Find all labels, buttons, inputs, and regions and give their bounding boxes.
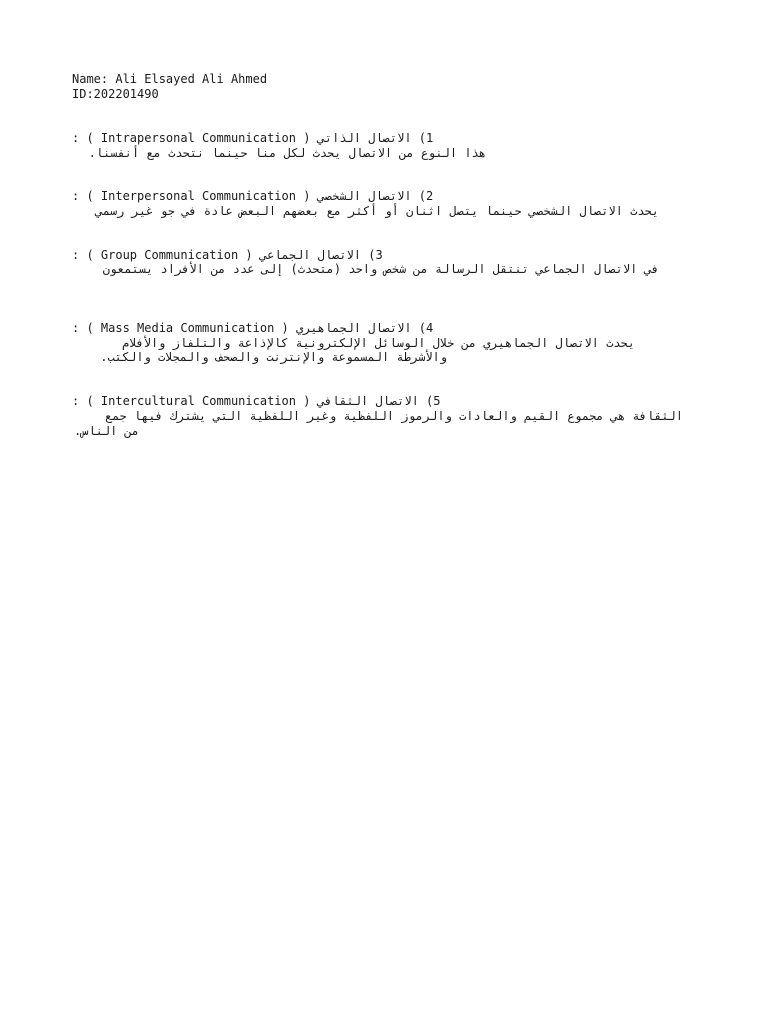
section-5-body-line-1: الثقافة هي مجموع القيم والعادات والرموز اللفظية وغير اللفظية التي يشترك فيها جمع: [105, 409, 683, 423]
section-5-heading: 5) الاتصال الثقافي ( Intercultural Communication ) :: [72, 394, 441, 408]
section-3-heading: 3) الاتصال الجماعي ( Group Communication ) :: [72, 248, 383, 262]
section-5-body-line-2: من الناس.: [73, 424, 139, 438]
section-4-body-line-1: يحدث الاتصال الجماهيري من خلال الوسائل الإلكترونية كالإذاعة والتلفاز والأفلام: [122, 336, 635, 350]
section-4-heading: 4) الاتصال الجماهيري ( Mass Media Communication ) :: [72, 321, 434, 335]
section-2-heading: 2) الاتصال الشخصي ( Interpersonal Communication ) :: [72, 189, 434, 203]
section-1-heading: 1) الاتصال الذاتي ( Intrapersonal Communication ) :: [72, 131, 434, 145]
student-id-line: ID:202201490: [72, 87, 159, 101]
section-3-body-line-1: في الاتصال الجماعي تنتقل الرسالة من شخص واحد (متحدث) إلى عدد من الأفراد يستمعون: [102, 262, 659, 276]
section-1-body-line-1: هذا النوع من الاتصال يحدث لكل منا حينما نتحدث مع أنفسنا.: [88, 146, 486, 160]
section-4-body-line-2: والأشرطة المسموعة والإنترنت والصحف والمجلات والكتب.: [100, 350, 447, 364]
student-name-line: Name: Ali Elsayed Ali Ahmed: [72, 72, 268, 86]
section-2-body-line-1: يحدث الاتصال الشخصي حينما يتصل اثنان أو أكثر مع بعضهم البعض عادة في جو غير رسمي: [95, 204, 659, 218]
